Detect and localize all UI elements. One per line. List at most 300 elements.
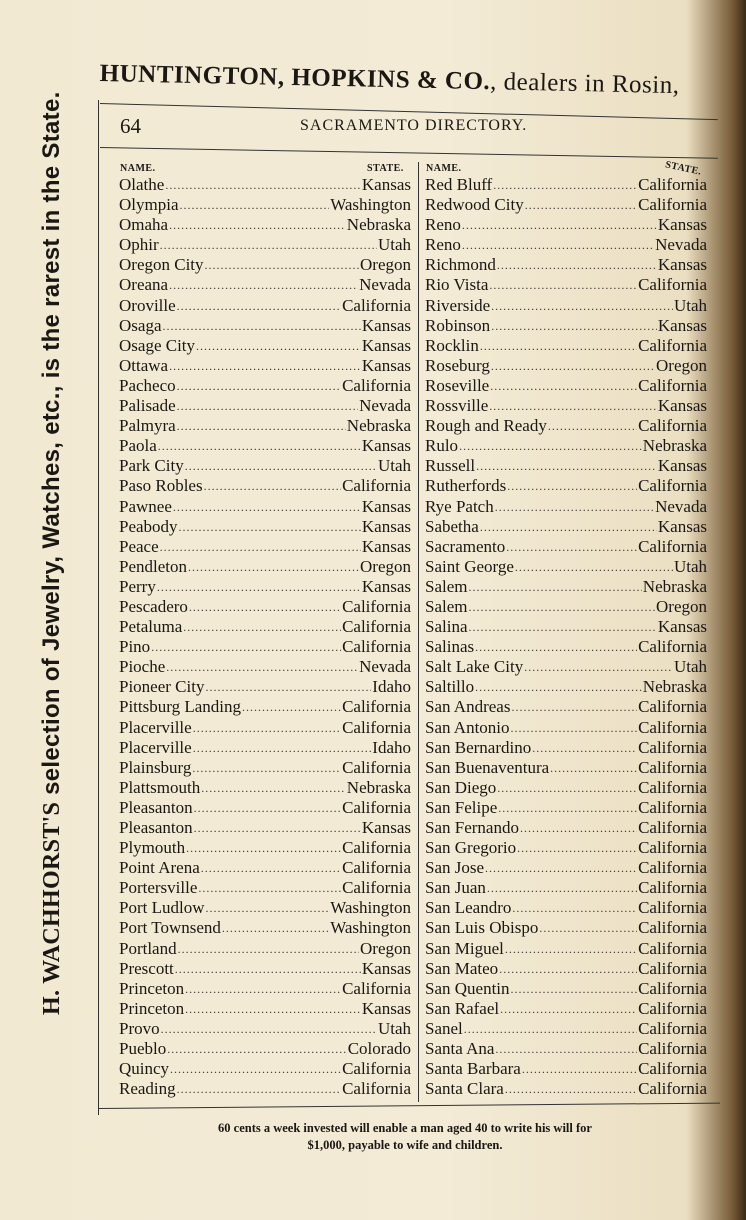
place-name: Prescott [119,958,174,978]
place-name: San Juan [425,878,486,898]
dot-leader [160,235,377,255]
state-name: California [638,757,707,777]
place-name: Santa Barbara [425,1059,521,1079]
dot-leader [177,1079,341,1099]
dot-leader [512,898,637,918]
place-name: Pendleton [119,556,187,576]
state-name: California [638,898,707,918]
dot-leader [532,738,637,758]
dot-leader [205,677,371,697]
right-column-list [425,175,707,1099]
directory-entry [425,677,707,697]
place-name: Petaluma [119,617,183,637]
dot-leader [491,356,655,376]
directory-entry [425,999,707,1019]
place-name: Reading [119,1079,176,1099]
dot-leader [505,939,637,959]
place-name: San Mateo [425,958,499,978]
directory-entry [425,1019,707,1039]
place-name: Osaga [119,315,162,335]
place-name: Ottawa [119,355,169,375]
directory-entry [119,416,411,436]
directory-entry [119,677,411,697]
dot-leader [185,999,361,1019]
place-name: Omaha [119,215,169,235]
dot-leader [550,758,637,778]
directory-entry [119,376,411,396]
directory-entry [425,497,707,517]
place-name: Rio Vista [425,275,489,295]
state-name: California [638,1018,707,1038]
dot-leader [489,396,657,416]
place-name: Pino [119,637,151,657]
place-name: San Jose [425,858,485,878]
dot-leader [493,175,637,195]
place-name: Reno [425,215,461,235]
place-name: Salt Lake City [425,657,524,677]
dot-leader [160,537,361,557]
dot-leader [185,979,341,999]
place-name: Pioneer City [119,677,205,697]
directory-entry [119,697,411,717]
place-name: San Buenaventura [425,757,550,777]
directory-entry [425,476,707,496]
state-name: California [638,536,707,556]
dot-leader [186,838,341,858]
place-name: Oreana [119,275,169,295]
place-name: Princeton [119,998,185,1018]
place-name: Sacramento [425,536,506,556]
state-name: California [638,195,707,215]
state-name: Kansas [361,576,411,596]
dot-leader [167,1039,346,1059]
state-name: California [342,797,411,817]
dot-leader [165,175,361,195]
place-name: Richmond [425,255,496,275]
dot-leader [169,356,361,376]
state-name: Kansas [657,215,707,235]
directory-entry [425,718,707,738]
directory-entry [425,436,707,456]
place-name: Ophir [119,235,159,255]
place-name: Peabody [119,516,178,536]
state-name: Nebraska [346,416,411,436]
place-name: Oroville [119,295,176,315]
directory-entry [119,858,411,878]
directory-entry [119,296,411,316]
state-name: California [342,375,411,395]
directory-entry [425,296,707,316]
directory-entry [425,878,707,898]
place-name: Salem [425,596,468,616]
dot-leader [180,195,330,215]
left-name-heading: NAME. [120,163,156,174]
dot-leader [179,517,361,537]
directory-entry [119,617,411,637]
place-name: Rocklin [425,335,479,355]
dot-leader [475,637,637,657]
state-name: Kansas [361,998,411,1018]
place-name: Plainsburg [119,757,192,777]
state-name: California [638,1039,707,1059]
directory-entry [119,939,411,959]
state-name: California [342,697,411,717]
place-name: Pittsburg Landing [119,697,241,717]
place-name: Peace [119,536,159,556]
dot-leader [177,416,346,436]
dot-leader [505,1079,637,1099]
place-name: Rough and Ready [425,416,547,436]
footer-line-2: $1,000, payable to wife and children. [307,1138,503,1152]
dot-leader [490,376,637,396]
dot-leader [499,959,637,979]
state-name: Kansas [657,315,707,335]
directory-entry [425,356,707,376]
directory-entry [425,597,707,617]
directory-entry [119,396,411,416]
dot-leader [497,778,637,798]
place-name: Port Townsend [119,918,221,938]
state-name: Oregon [360,556,411,576]
dot-leader [194,798,341,818]
state-name: Washington [330,918,411,938]
dot-leader [177,296,341,316]
directory-entry [425,657,707,677]
directory-entry [425,818,707,838]
dot-leader [193,738,372,758]
dot-leader [507,476,637,496]
place-name: Paola [119,436,157,456]
state-name: Utah [377,456,411,476]
place-name: Salina [425,617,468,637]
dot-leader [222,918,329,938]
dot-leader [169,275,358,295]
place-name: Portersville [119,878,198,898]
state-name: Kansas [361,536,411,556]
directory-entry [425,215,707,235]
state-name: California [638,978,707,998]
dot-leader [511,979,638,999]
place-name: Plymouth [119,838,186,858]
place-name: Saint George [425,556,514,576]
state-name: Kansas [657,617,707,637]
state-name: California [638,737,707,757]
dot-leader [178,939,359,959]
state-name: Kansas [657,396,707,416]
dot-leader [162,316,360,336]
place-name: Roseburg [425,355,490,375]
state-name: Kansas [657,456,707,476]
state-name: Nevada [655,235,707,255]
state-name: Kansas [361,958,411,978]
dot-leader [469,577,642,597]
dot-leader [497,255,657,275]
place-name: San Quentin [425,978,510,998]
state-name: California [638,375,707,395]
dot-leader [205,898,329,918]
place-name: Palmyra [119,416,176,436]
top-ad-firm: HUNTINGTON, HOPKINS & CO. [99,60,491,96]
state-name: California [638,777,707,797]
place-name: Salem [425,576,468,596]
dot-leader [177,376,341,396]
state-name: Kansas [657,255,707,275]
directory-entry [119,918,411,938]
dot-leader [161,1019,377,1039]
dot-leader [205,255,359,275]
directory-entry [425,858,707,878]
directory-entry [119,215,411,235]
place-name: Oregon City [119,255,204,275]
place-name: Perry [119,576,156,596]
directory-entry [425,235,707,255]
dot-leader [201,778,346,798]
directory-entry [119,718,411,738]
dot-leader [517,838,637,858]
place-name: Palisade [119,396,176,416]
state-name: California [342,978,411,998]
place-name: San Fernando [425,818,519,837]
state-name: Washington [330,898,411,918]
state-name: Oregon [360,938,411,958]
dot-leader [193,718,341,738]
state-name: California [342,295,411,315]
state-name: Nebraska [642,576,707,596]
state-name: California [342,878,411,898]
place-name: Pescadero [119,596,188,616]
directory-entry [119,878,411,898]
dot-leader [480,336,637,356]
place-name: Quincy [119,1059,170,1079]
state-name: California [638,175,707,194]
directory-entry [425,175,707,195]
place-name: Olympia [119,195,179,215]
state-name: California [638,335,707,355]
dot-leader [201,858,341,878]
directory-entry [425,1059,707,1079]
state-name: California [342,757,411,777]
place-name: Rulo [425,436,459,456]
top-ad-text: , dealers in Rosin, [489,68,680,100]
dot-leader [520,818,637,838]
side-ad-text: selection of Jewelry, Watches, etc., is the rarest in the State. [38,91,65,802]
place-name: Point Arena [119,858,200,878]
place-name: Pueblo [119,1039,167,1059]
place-name: Santa Ana [425,1039,495,1059]
dot-leader [194,818,361,838]
dot-leader [506,537,637,557]
state-name: California [638,416,707,436]
directory-entry [119,778,411,798]
directory-entry [119,476,411,496]
state-name: California [638,637,707,657]
directory-entry [119,1079,411,1099]
dot-leader [459,436,642,456]
state-name: California [638,818,707,837]
dot-leader [242,697,341,717]
directory-entry [425,537,707,557]
directory-entry [425,456,707,476]
dot-leader [515,557,673,577]
state-name: California [638,717,707,737]
state-name: Utah [673,295,707,315]
dot-leader [166,657,358,677]
side-advertisement [38,91,66,1015]
state-name: California [342,637,411,657]
dot-leader [491,296,673,316]
state-name: Nebraska [642,677,707,697]
dot-leader [204,476,341,496]
dot-leader [462,215,657,235]
directory-entry [119,1039,411,1059]
directory-entry [119,275,411,295]
state-name: California [638,1079,707,1099]
directory-entry [425,738,707,758]
dot-leader [189,597,341,617]
directory-entry [425,195,707,215]
directory-entry [425,1079,707,1099]
place-name: San Miguel [425,938,504,958]
state-name: California [638,938,707,958]
place-name: Red Bluff [425,175,493,194]
dot-leader [539,918,637,938]
state-name: Kansas [361,818,411,837]
footer-advertisement [100,1120,710,1154]
directory-entry [119,637,411,657]
top-advertisement [99,60,739,101]
place-name: Pleasanton [119,818,193,837]
directory-entry [425,1039,707,1059]
state-name: Kansas [361,315,411,335]
dot-leader [192,758,341,778]
dot-leader [462,235,654,255]
state-name: Colorado [347,1039,411,1059]
place-name: Salinas [425,637,475,657]
right-state-heading: STATE. [664,159,703,178]
state-name: Nevada [655,496,707,516]
directory-entry [119,336,411,356]
place-name: Park City [119,456,184,476]
directory-entry [119,1059,411,1079]
state-name: Washington [330,195,411,215]
state-name: Nevada [359,657,411,677]
directory-entry [425,898,707,918]
state-name: California [342,1059,411,1079]
state-name: Idaho [372,737,411,757]
place-name: Pawnee [119,496,172,516]
state-name: Idaho [372,677,411,697]
place-name: Rutherfords [425,476,507,496]
place-name: Redwood City [425,195,524,215]
directory-entry [119,195,411,215]
dot-leader [173,497,361,517]
place-name: San Leandro [425,898,512,918]
state-name: Nevada [359,396,411,416]
state-name: California [638,697,707,717]
dot-leader [158,436,361,456]
place-name: Rye Patch [425,496,494,516]
directory-entry [119,818,411,838]
directory-entry [119,577,411,597]
state-name: California [342,858,411,878]
place-name: San Andreas [425,697,511,717]
directory-entry [425,557,707,577]
state-name: California [638,476,707,496]
directory-entry [119,517,411,537]
dot-leader [469,597,656,617]
place-name: Pacheco [119,375,176,395]
state-name: Kansas [361,355,411,375]
directory-entry [119,838,411,858]
dot-leader [196,336,361,356]
place-name: Robinson [425,315,491,335]
side-ad-name: H. WACHHORST'S [39,801,65,1015]
directory-entry [119,798,411,818]
directory-entry [425,517,707,537]
dot-leader [480,517,657,537]
directory-entry [119,999,411,1019]
directory-entry [119,738,411,758]
running-title: SACRAMENTO DIRECTORY. [300,117,528,134]
directory-entry [119,557,411,577]
dot-leader [548,416,637,436]
state-name: California [638,958,707,978]
place-name: Princeton [119,978,185,998]
left-column-list [119,175,411,1099]
place-name: San Antonio [425,717,510,737]
directory-entry [425,939,707,959]
state-name: Oregon [656,596,707,616]
place-name: Russell [425,456,476,476]
place-name: San Diego [425,777,497,797]
directory-entry [119,597,411,617]
directory-entry [425,336,707,356]
state-name: California [638,998,707,1018]
directory-entry [425,918,707,938]
state-name: California [638,858,707,878]
directory-entry [425,959,707,979]
place-name: Rossville [425,396,489,416]
state-name: Oregon [360,255,411,275]
dot-leader [175,959,361,979]
place-name: Reno [425,235,461,255]
place-name: Port Ludlow [119,898,205,918]
directory-entry [425,637,707,657]
state-name: California [342,596,411,616]
dot-leader [487,878,637,898]
directory-entry [119,758,411,778]
directory-entry [425,617,707,637]
directory-entry [425,376,707,396]
state-name: California [638,797,707,817]
dot-leader [183,617,341,637]
state-name: Kansas [361,175,411,194]
dot-leader [476,456,657,476]
dot-leader [495,497,654,517]
dot-leader [524,657,673,677]
directory-entry [119,657,411,677]
dot-leader [491,316,657,336]
place-name: Pioche [119,657,166,677]
dot-leader [170,1059,341,1079]
state-name: Nebraska [642,436,707,456]
place-name: Olathe [119,175,165,194]
state-name: Utah [377,1018,411,1038]
place-name: Saltillo [425,677,475,697]
dot-leader [511,718,638,738]
state-name: Kansas [361,335,411,355]
dot-leader [169,215,346,235]
